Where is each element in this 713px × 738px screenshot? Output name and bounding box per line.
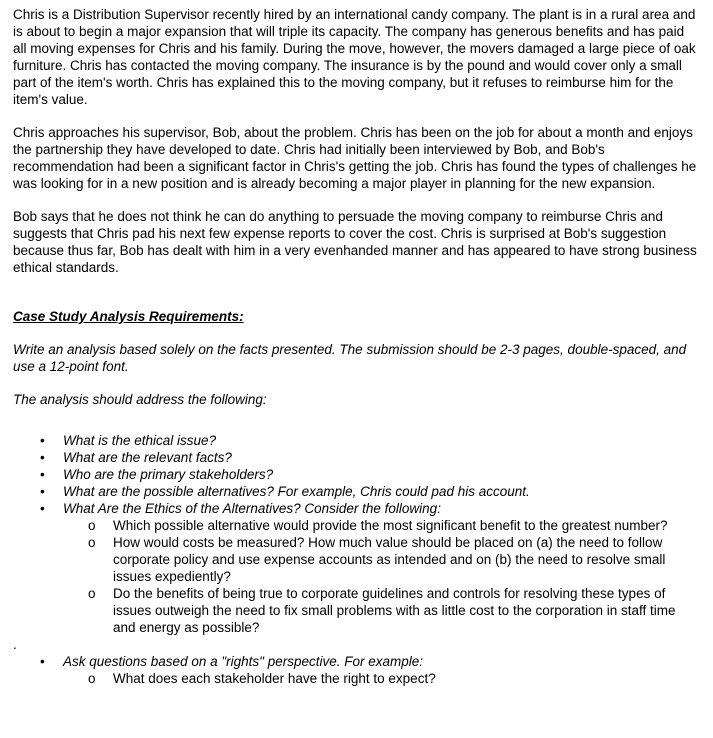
list-item-text: What are the relevant facts? [63,450,232,465]
list-item-text: Who are the primary stakeholders? [63,467,274,482]
bullet-marker: • [40,501,45,516]
stray-period: . [13,637,17,652]
rights-list [13,653,700,687]
sub-list-item [13,585,700,636]
sub-list-item-text: How would costs be measured? How much value should be placed on (a) the need to follow corporate policy and use expense accounts as intended and on (b) the need to resolve small issues expediently? [113,535,666,584]
list-item-text: What are the possible alternatives? For example, Chris could pad his account. [63,484,530,499]
sub-list-item [13,517,700,534]
bullet-marker: • [40,450,45,465]
sub-list-item [13,534,700,585]
paragraph-scenario-3: Bob says that he does not think he can do anything to persuade the moving company to reimburse Chris and suggests that Chris pad his next few expense reports to cover the cost. Chris is surprised at Bob's suggestion because thus far, Bob has dealt with him in a very evenhanded manner and has appeared to have strong business ethical standards. [13,209,697,275]
sub-bullet-marker: o [88,518,96,533]
list-item [13,449,700,466]
analysis-intro: The analysis should address the following: [13,392,267,407]
paragraph-scenario-1: Chris is a Distribution Supervisor recently hired by an international candy company. The plant is in a rural area and is about to begin a major expansion that will triple its capacity. The company has generous benefits and has paid all moving expenses for Chris and his family. During the move, however, the movers damaged a large piece of oak furniture. Chris has contacted the moving company. The insurance is by the pound and would cover only a small part of the item's worth. Chris has explained this to the moving company, but it refuses to reimburse him for the item's value. [13,7,696,107]
bullet-marker: • [40,433,45,448]
sub-list-item-text: What does each stakeholder have the right to expect? [113,671,436,686]
list-item [13,483,700,500]
sub-bullet-marker: o [88,535,96,550]
bullet-marker: • [40,484,45,499]
list-item [13,432,700,449]
list-item [13,653,700,670]
list-item [13,466,700,483]
sub-bullet-marker: o [88,586,96,601]
section-heading: Case Study Analysis Requirements: [13,309,244,324]
submission-instructions: Write an analysis based solely on the facts presented. The submission should be 2-3 pages, double-spaced, and use a 12-point font. [13,342,687,374]
list-item-text: What is the ethical issue? [63,433,217,448]
list-item-text: What Are the Ethics of the Alternatives? Consider the following: [63,501,441,516]
list-item [13,500,700,517]
bullet-marker: • [40,654,45,669]
paragraph-scenario-2: Chris approaches his supervisor, Bob, about the problem. Chris has been on the job for about a month and enjoys the partnership they have developed to date. Chris had initially been interviewed by Bob, and Bob's recommendation had been a significant factor in Chris's getting the job. Chris has found the types of challenges he was looking for in a new position and is already becoming a major player in planning for the new expansion. [13,125,697,191]
sub-list-item [13,670,700,687]
bullet-marker: • [40,467,45,482]
sub-bullet-marker: o [88,671,96,686]
list-item-text: Ask questions based on a "rights" perspective. For example: [63,654,424,669]
sub-list-item-text: Which possible alternative would provide the most significant benefit to the greatest number? [113,518,668,533]
sub-list-item-text: Do the benefits of being true to corporate guidelines and controls for resolving these types of issues outweigh the need to fix small problems with as little cost to the corporation in staff time and energy as possible? [113,586,676,635]
requirements-list [13,432,700,636]
